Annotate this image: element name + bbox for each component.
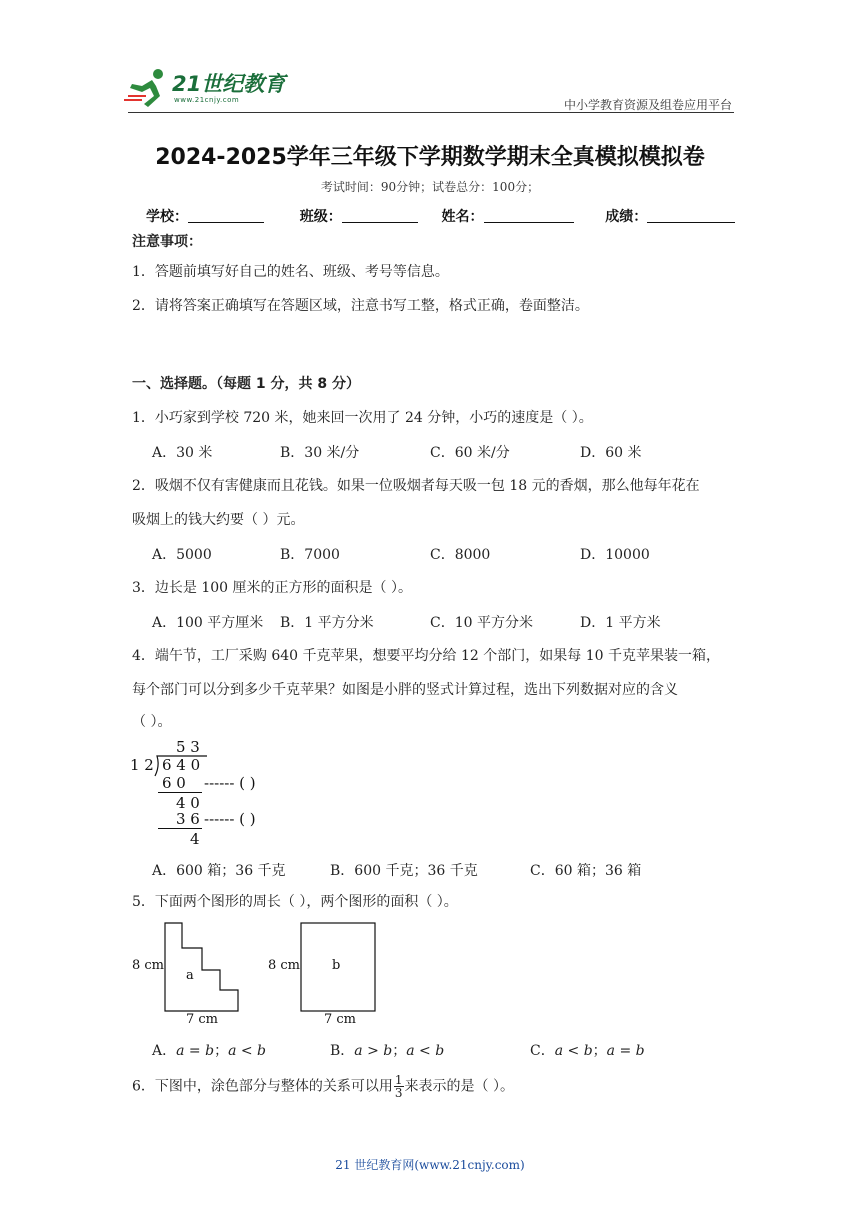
page-title: 2024-2025学年三年级下学期数学期末全真模拟模拟卷 [155, 145, 705, 170]
question-2-line2: 吸烟上的钱大约要（ ）元。 [132, 512, 305, 528]
logo [124, 66, 294, 110]
calc-rule [158, 792, 202, 793]
fraction-one-third [394, 1074, 404, 1099]
q4-option-a[interactable]: A．600 箱；36 千克 [152, 863, 286, 879]
q2-option-a[interactable]: A．5000 [152, 547, 212, 563]
staircase-shape [164, 922, 244, 1012]
calc-blank-2[interactable]: ------ ( ) [204, 810, 256, 828]
separator: ； [214, 1043, 229, 1059]
figure-a-width: 7 cm [186, 1012, 219, 1027]
q4-option-b[interactable]: B．600 千克；36 千克 [330, 863, 478, 879]
long-division-figure [128, 738, 328, 850]
fraction-denominator: 3 [394, 1086, 403, 1100]
figure-b-width: 7 cm [324, 1012, 357, 1027]
calc-step3: 3 6 [176, 810, 200, 828]
class-blank[interactable] [342, 208, 418, 223]
q3-option-c[interactable]: C．10 平方分米 [430, 615, 533, 631]
student-info-row [146, 206, 735, 226]
figure-b-label: b [332, 958, 341, 973]
calc-divisor: 1 2 [130, 756, 154, 774]
figure-b-height: 8 cm [268, 958, 301, 973]
name-blank[interactable] [484, 208, 574, 223]
logo-text: 21世纪教育 [172, 72, 286, 96]
question-4-line3: （ ）。 [132, 714, 172, 730]
q3-option-a[interactable]: A．100 平方厘米 [152, 615, 264, 631]
q6-suffix: 来表示的是（ ）。 [404, 1078, 514, 1095]
name-label: 姓名： [441, 209, 484, 225]
notice-heading: 注意事项： [132, 234, 202, 250]
q2-option-d[interactable]: D．10000 [580, 547, 650, 563]
q5-option-b[interactable] [330, 1040, 444, 1060]
relation-1: a > b [354, 1043, 393, 1059]
figure-a [128, 918, 258, 1030]
q6-prefix: 6．下图中，涂色部分与整体的关系可以用 [132, 1078, 393, 1095]
q5-option-c[interactable] [530, 1040, 645, 1060]
option-letter: A． [152, 1043, 177, 1059]
question-4-line1: 4．端午节，工厂采购 640 千克苹果，想要平均分给 12 个部门，如果每 10 千克苹果装一箱， [132, 648, 720, 664]
q3-option-b[interactable]: B．1 平方分米 [280, 615, 374, 631]
question-5: 5．下面两个图形的周长（ ），两个图形的面积（ ）。 [132, 894, 458, 910]
q1-option-c[interactable]: C．60 米/分 [430, 445, 510, 461]
relation-2: a = b [606, 1043, 645, 1059]
platform-text: 中小学教育资源及组卷应用平台 [563, 98, 732, 112]
q4-option-c[interactable]: C．60 箱；36 箱 [530, 863, 642, 879]
option-letter: C． [530, 1043, 555, 1059]
school-blank[interactable] [188, 208, 264, 223]
calc-step1: 6 0 [162, 774, 186, 792]
relation-2: a < b [406, 1043, 445, 1059]
q2-option-c[interactable]: C．8000 [430, 547, 491, 563]
fraction-numerator: 1 [394, 1073, 403, 1087]
calc-step2: 4 0 [176, 794, 200, 812]
logo-url: www.21cnjy.com [174, 96, 240, 104]
question-3: 3．边长是 100 厘米的正方形的面积是（ ）。 [132, 580, 412, 596]
question-2-line1: 2．吸烟不仅有害健康而且花钱。如果一位吸烟者每天吸一包 18 元的香烟，那么他每年花在 [132, 478, 700, 494]
school-label: 学校： [146, 209, 188, 225]
calc-dividend: 6 4 0 [162, 756, 201, 774]
question-6 [132, 1074, 514, 1099]
question-4-line2: 每个部门可以分到多少千克苹果？如图是小胖的竖式计算过程，选出下列数据对应的含义 [132, 682, 678, 698]
score-blank[interactable] [647, 208, 735, 223]
runner-logo-icon [124, 66, 172, 108]
footer[interactable]: 21 世纪教育网(www.21cnjy.com) [335, 1158, 525, 1172]
separator: ； [392, 1043, 407, 1059]
section-heading: 一、选择题。（每题 1 分，共 8 分） [132, 376, 360, 392]
q1-option-b[interactable]: B．30 米/分 [280, 445, 360, 461]
calc-rule [158, 828, 202, 829]
figure-a-height: 8 cm [132, 958, 165, 973]
relation-1: a < b [554, 1043, 593, 1059]
exam-meta: 考试时间：90分钟；试卷总分：100分； [320, 180, 540, 194]
calc-remainder: 4 [190, 830, 200, 848]
relation-1: a = b [176, 1043, 215, 1059]
notice-item: 1．答题前填写好自己的姓名、班级、考号等信息。 [132, 264, 449, 280]
calc-blank-1[interactable]: ------ ( ) [204, 774, 256, 792]
figure-b [266, 918, 396, 1030]
calc-quotient: 5 3 [176, 738, 200, 756]
option-letter: B． [330, 1043, 355, 1059]
score-label: 成绩： [605, 209, 648, 225]
q1-option-d[interactable]: D．60 米 [580, 445, 642, 461]
question-1: 1．小巧家到学校 720 米，她来回一次用了 24 分钟，小巧的速度是（ ）。 [132, 410, 593, 426]
notice-item: 2．请将答案正确填写在答题区域，注意书写工整，格式正确，卷面整洁。 [132, 298, 589, 314]
q5-option-a[interactable] [152, 1040, 266, 1060]
q2-option-b[interactable]: B．7000 [280, 547, 340, 563]
q1-option-a[interactable]: A．30 米 [152, 445, 213, 461]
figure-a-label: a [186, 968, 194, 983]
relation-2: a < b [228, 1043, 267, 1059]
separator: ； [592, 1043, 607, 1059]
class-label: 班级： [299, 209, 342, 225]
header-divider [128, 112, 734, 113]
q3-option-d[interactable]: D．1 平方米 [580, 615, 661, 631]
